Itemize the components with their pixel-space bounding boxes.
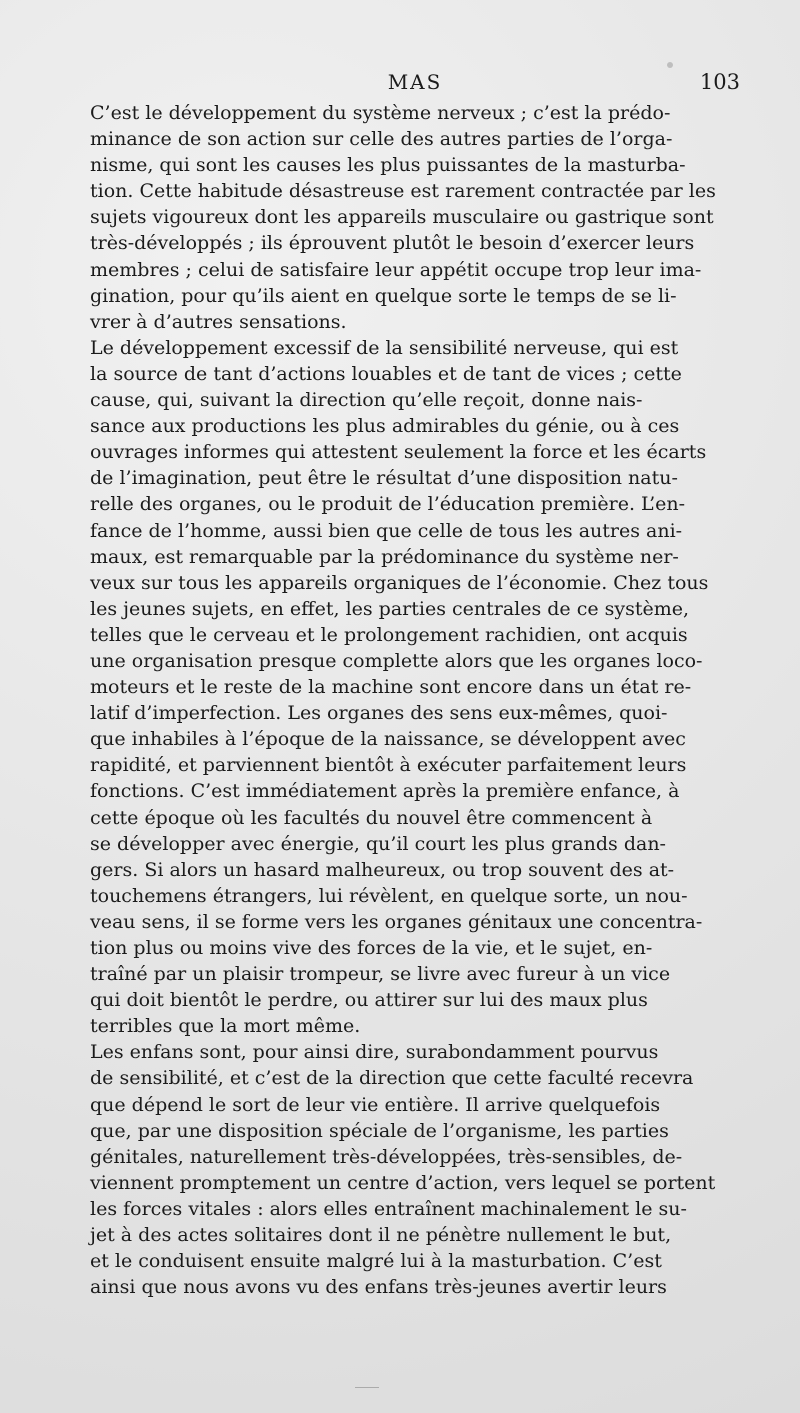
paragraph-2: [90, 335, 734, 1040]
paragraph-1: [90, 100, 734, 335]
paragraph-line: latif d’imperfection. Les organes des sens eux-mêmes, quoi-: [90, 702, 668, 725]
paragraph-line: que dépend le sort de leur vie entière. Il arrive quelquefois: [90, 1093, 661, 1116]
paragraph-line: qui doit bientôt le perdre, ou attirer sur lui des maux plus: [90, 989, 648, 1012]
page-number: 103: [699, 70, 740, 94]
paragraph-line: très-développés ; ils éprouvent plutôt le besoin d’exercer leurs: [90, 232, 695, 255]
paragraph-line: relle des organes, ou le produit de l’éducation première. L’en-: [90, 493, 686, 516]
paragraph-line: cette époque où les facultés du nouvel être commencent à: [90, 806, 653, 829]
paragraph-line: veux sur tous les appareils organiques de l’économie. Chez tous: [90, 571, 709, 594]
paragraph-line: fonctions. C’est immédiatement après la première enfance, à: [90, 780, 680, 803]
paragraph-line: se développer avec énergie, qu’il court les plus grands dan-: [90, 832, 666, 855]
paragraph-line: veau sens, il se forme vers les organes génitaux une concentra-: [90, 910, 703, 933]
paragraph-line: une organisation presque complette alors que les organes loco-: [90, 649, 703, 672]
paragraph-line: moteurs et le reste de la machine sont encore dans un état re-: [90, 676, 692, 699]
paragraph-line: et le conduisent ensuite malgré lui à la masturbation. C’est: [90, 1250, 662, 1273]
paragraph-line: viennent promptement un centre d’action, vers lequel se portent: [90, 1171, 716, 1194]
ink-spot: [667, 62, 673, 68]
paragraph-line: telles que le cerveau et le prolongement rachidien, ont acquis: [90, 623, 688, 646]
paragraph-line: génitales, naturellement très-développées, très-sensibles, de-: [90, 1145, 683, 1168]
paragraph-line: maux, est remarquable par la prédominance du système ner-: [90, 545, 679, 568]
paragraph-line: jet à des actes solitaires dont il ne pénètre nullement le but,: [90, 1224, 672, 1247]
paragraph-line: les jeunes sujets, en effet, les parties centrales de ce système,: [90, 597, 690, 620]
paragraph-line: gination, pour qu’ils aient en quelque sorte le temps de se li-: [90, 284, 677, 307]
paragraph-line: les forces vitales : alors elles entraînent machinalement le su-: [90, 1197, 687, 1220]
paragraph-line: Les enfans sont, pour ainsi dire, surabondamment pourvus: [90, 1041, 659, 1064]
page-header: [90, 70, 740, 100]
paragraph-3: [90, 1039, 734, 1300]
paragraph-line: minance de son action sur celle des autres parties de l’orga-: [90, 128, 673, 151]
paragraph-line: vrer à d’autres sensations.: [90, 310, 347, 333]
paragraph-line: tion. Cette habitude désastreuse est rarement contractée par les: [90, 180, 716, 203]
paragraph-line: que, par une disposition spéciale de l’organisme, les parties: [90, 1119, 669, 1142]
paragraph-line: touchemens étrangers, lui révèlent, en quelque sorte, un nou-: [90, 884, 688, 907]
paragraph-line: de sensibilité, et c’est de la direction que cette faculté recevra: [90, 1067, 694, 1090]
paragraph-line: ainsi que nous avons vu des enfans très-jeunes avertir leurs: [90, 1276, 667, 1299]
paragraph-line: gers. Si alors un hasard malheureux, ou trop souvent des at-: [90, 858, 675, 881]
paragraph-line: Le développement excessif de la sensibilité nerveuse, qui est: [90, 336, 679, 359]
paragraph-line: C’est le développement du système nerveux ; c’est la prédo-: [90, 102, 671, 124]
text-block: [90, 100, 734, 1300]
paragraph-line: tion plus ou moins vive des forces de la vie, et le sujet, en-: [90, 937, 653, 959]
paragraph-line: de l’imagination, peut être le résultat d’une disposition natu-: [90, 467, 678, 490]
paragraph-line: ouvrages informes qui attestent seulement la force et les écarts: [90, 441, 707, 464]
paragraph-line: traîné par un plaisir trompeur, se livre avec fureur à un vice: [90, 963, 671, 986]
paragraph-line: sance aux productions les plus admirables du génie, ou à ces: [90, 415, 680, 438]
running-title: MAS: [387, 70, 443, 94]
paragraph-line: rapidité, et parviennent bientôt à exécuter parfaitement leurs: [90, 754, 687, 777]
paragraph-line: fance de l’homme, aussi bien que celle de tous les autres ani-: [90, 519, 683, 542]
paragraph-line: cause, qui, suivant la direction qu’elle reçoit, donne nais-: [90, 389, 643, 412]
paper-mark: [355, 1387, 379, 1388]
paragraph-line: que inhabiles à l’époque de la naissance, se développent avec: [90, 728, 686, 751]
paragraph-line: la source de tant d’actions louables et de tant de vices ; cette: [90, 362, 682, 385]
paragraph-line: terribles que la mort même.: [90, 1015, 361, 1038]
paragraph-line: nisme, qui sont les causes les plus puissantes de la masturba-: [90, 154, 686, 177]
paragraph-line: sujets vigoureux dont les appareils musculaire ou gastrique sont: [90, 206, 714, 229]
paragraph-line: membres ; celui de satisfaire leur appétit occupe trop leur ima-: [90, 258, 702, 281]
